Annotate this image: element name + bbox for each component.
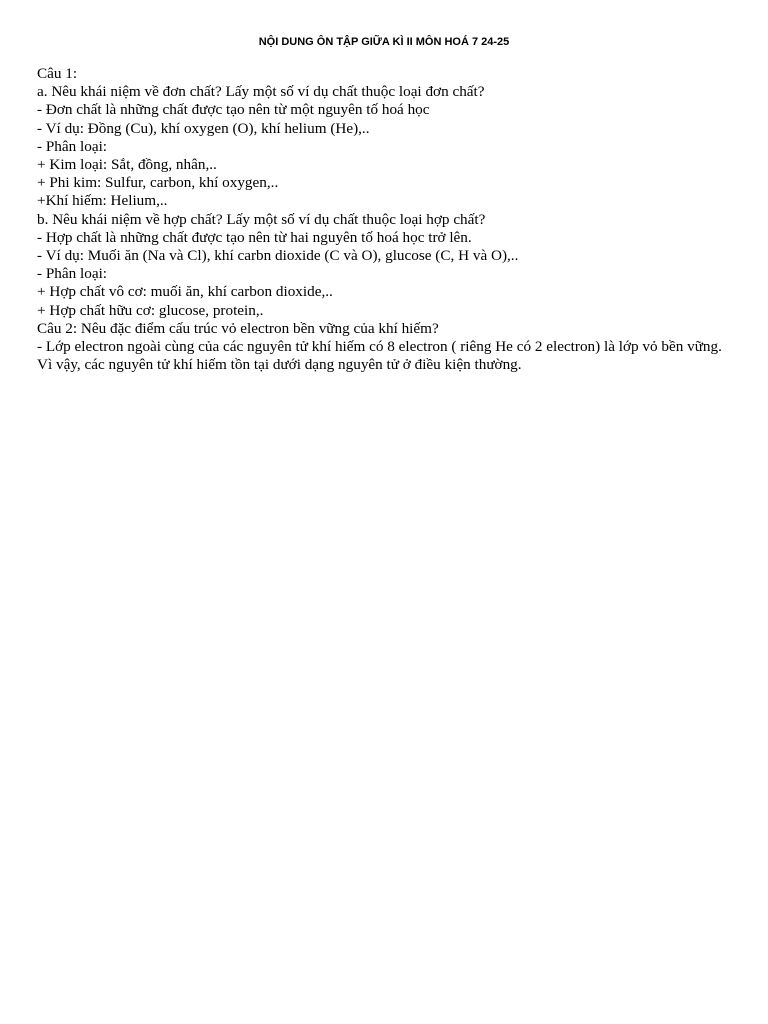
element-class-nonmetals: + Phi kim: Sulfur, carbon, khí oxygen,..	[37, 174, 279, 192]
element-classification-heading: - Phân loại:	[37, 137, 108, 155]
document-title: NỘI DUNG ÔN TẬP GIỮA KÌ II MÔN HOÁ 7 24-25	[258, 36, 510, 48]
question-2-prompt: Câu 2: Nêu đặc điểm cấu trúc vỏ electron bền vững của khí hiếm?	[37, 319, 439, 337]
element-class-noble-gases: +Khí hiếm: Helium,..	[37, 192, 168, 210]
element-class-metals: + Kim loại: Sắt, đồng, nhân,..	[37, 156, 217, 174]
compound-definition: - Hợp chất là những chất được tạo nên từ hai nguyên tố hoá học trở lên.	[37, 228, 472, 246]
compound-classification-heading: - Phân loại:	[37, 265, 108, 283]
element-examples: - Ví dụ: Đồng (Cu), khí oxygen (O), khí helium (He),..	[37, 119, 370, 137]
question-1b-prompt: b. Nêu khái niệm về hợp chất? Lấy một số ví dụ chất thuộc loại hợp chất?	[37, 210, 486, 228]
question-1-heading: Câu 1:	[37, 65, 78, 82]
question-2-answer: - Lớp electron ngoài cùng của các nguyên tử khí hiếm có 8 electron ( riêng He có 2 electron) là lớp vỏ bền vững. Vì vậy, các nguyên tử khí hiếm tồn tại dưới dạng nguyên tử ở điều kiện thường.	[37, 338, 722, 374]
question-1a-prompt: a. Nêu khái niệm về đơn chất? Lấy một số ví dụ chất thuộc loại đơn chất?	[37, 83, 485, 101]
compound-class-inorganic: + Hợp chất vô cơ: muối ăn, khí carbon dioxide,..	[37, 283, 333, 301]
compound-class-organic: + Hợp chất hữu cơ: glucose, protein,.	[37, 301, 264, 319]
element-definition: - Đơn chất là những chất được tạo nên từ một nguyên tố hoá học	[37, 101, 430, 119]
document-body	[37, 65, 737, 374]
compound-examples: - Ví dụ: Muối ăn (Na và Cl), khí carbn dioxide (C và O), glucose (C, H và O),..	[37, 247, 519, 265]
